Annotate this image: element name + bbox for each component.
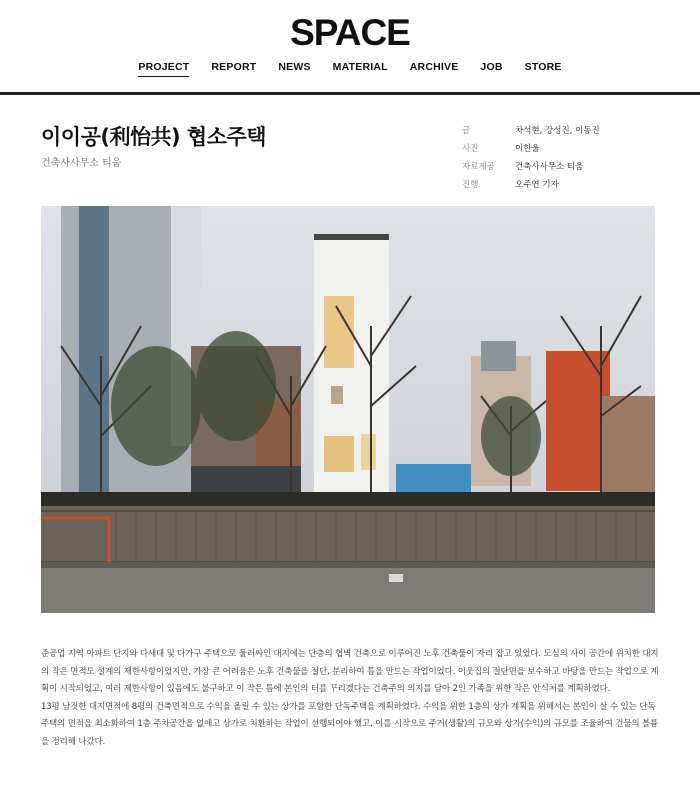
credit-value: 건축사사무소 티움 xyxy=(515,162,584,172)
nav-archive[interactable]: ARCHIVE xyxy=(409,61,459,73)
nav-report[interactable]: REPORT xyxy=(211,61,257,73)
nav-store[interactable]: STORE xyxy=(524,61,562,73)
credit-text xyxy=(462,121,662,139)
nav-job[interactable]: JOB xyxy=(480,61,503,73)
main-nav xyxy=(0,61,700,77)
site-logo[interactable]: SPACE xyxy=(290,12,410,53)
credit-value: 이한울 xyxy=(515,144,540,154)
article-body xyxy=(41,646,661,751)
article-credits xyxy=(462,121,662,193)
credit-value: 차석현, 강성진, 이동진 xyxy=(515,126,600,136)
site-header xyxy=(0,0,700,95)
credit-value: 오주연 기자 xyxy=(515,180,559,190)
credit-photo xyxy=(462,139,662,157)
credit-label: 글 xyxy=(462,126,471,136)
credit-label: 자료제공 xyxy=(462,162,495,172)
nav-news[interactable]: NEWS xyxy=(278,61,311,73)
header-divider xyxy=(0,92,700,95)
nav-project[interactable]: PROJECT xyxy=(138,61,189,77)
article-architect: 건축사사무소 티움 xyxy=(41,158,122,169)
credit-editor xyxy=(462,175,662,193)
body-paragraph: 준공업 지역 아파트 단지와 다세대 및 다가구 주택으로 둘러싸인 대지에는 단층의 협벽 건축으로 이루어진 노후 건축물이 자리 잡고 있었다. 도심의 사이 공간에 위치한 대지의 작은 면적도 설계의 제한사항이었지만, 가장 큰 어려움은 노후 건축물을 절단, 분리하여 틈을 만드는 작업이었다. 이웃집의 절단면을 보수하고 바탕을 만드는 작업으로 계획이 시작되었고, 여러 제한사항이 있음에도 불구하고 이 작은 틈에 본인의 터를 꾸리겠다는 건축주의 의지를 담아 2인 가족을 위한 작은 안식처를 계획하였다. xyxy=(41,649,659,694)
article-title: 이이공(利怡共) 협소주택 xyxy=(41,125,267,149)
hero-photo[interactable] xyxy=(41,206,655,613)
building-photo-illustration xyxy=(41,206,655,613)
credit-label: 진행 xyxy=(462,180,479,190)
credit-label: 사진 xyxy=(462,144,479,154)
nav-material[interactable]: MATERIAL xyxy=(332,61,388,73)
credit-materials xyxy=(462,157,662,175)
body-paragraph: 13평 남짓한 대지면적에 8평의 건축면적으로 수익을 올릴 수 있는 상가를 포함한 단독주택을 계획하였다. 수익을 위한 1층의 상가 계획을 위해서는 본인이 살 수 있는 단독주택의 면적을 최소화하여 1층 주차공간을 없애고 상가로 치환하는 작업이 선행되어야 했고, 이를 시작으로 주거(생활)의 규모와 상가(수익)의 규모를 조율하여 건물의 볼륨을 정리해 나갔다. xyxy=(41,701,659,747)
